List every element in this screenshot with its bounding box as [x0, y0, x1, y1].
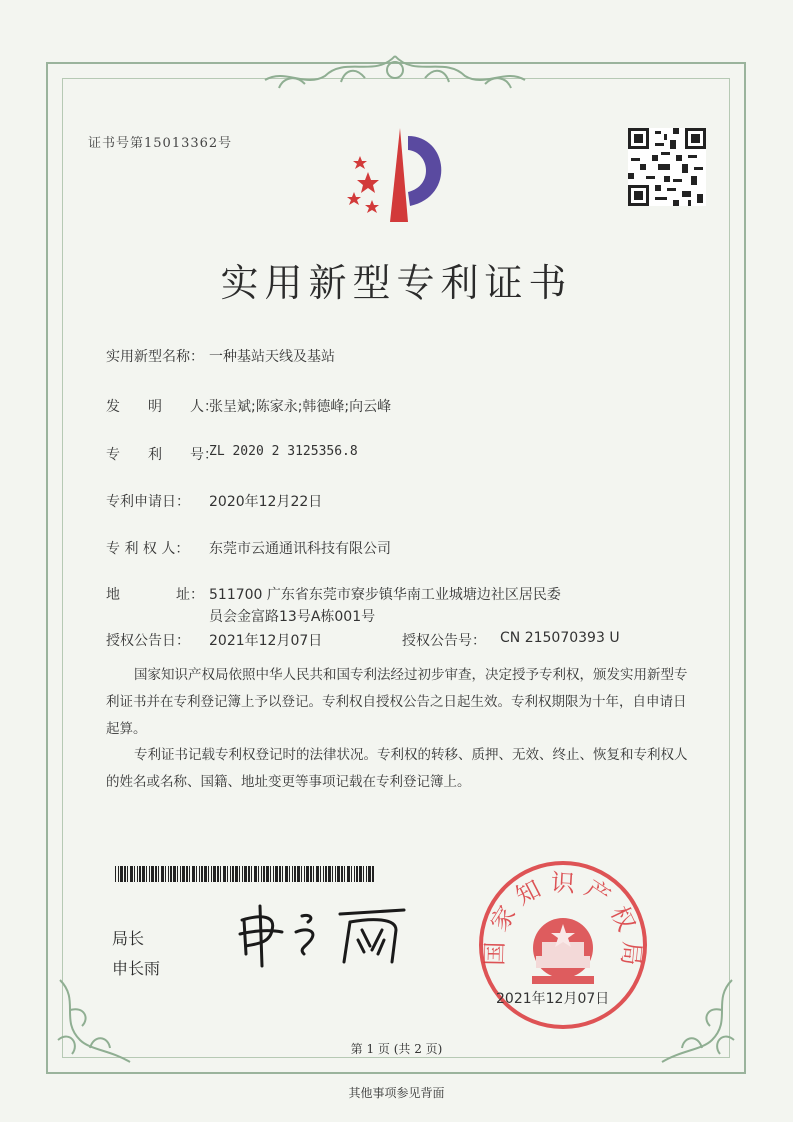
certificate-number: 证书号第15013362号: [88, 136, 233, 151]
decision-paragraph: 国家知识产权局依照中华人民共和国专利法经过初步审查，决定授予专利权，颁发实用新型专利证书并在专利登记簿上予以登记。专利权自授权公告之日起生效。专利权期限为十年，自申请日起算。: [106, 667, 688, 737]
inventor-label: 发 明 人：: [106, 399, 218, 415]
qr-code-icon: [628, 128, 706, 206]
patent-office-logo-icon: [338, 126, 458, 226]
grant-no-value: CN 215070393 U: [500, 630, 620, 646]
patent-no-label: 专 利 号：: [106, 447, 218, 463]
barcode-icon: [115, 866, 375, 882]
seal-text: 国家知识产权局: [480, 868, 647, 975]
page-number: 第 1 页 (共 2 页): [350, 1042, 443, 1056]
certificate-title: 实用新型专利证书: [220, 261, 573, 305]
address-label: 地 址：: [106, 587, 204, 603]
top-ornament-icon: [245, 48, 545, 92]
filing-date-label: 专利申请日：: [106, 494, 190, 510]
director-name: 申长雨: [112, 959, 161, 978]
director-signature-icon: [232, 900, 412, 970]
address-value-line1: 511700 广东省东莞市寮步镇华南工业城塘边社区居民委: [209, 587, 561, 603]
grant-date-value: 2021年12月07日: [209, 633, 323, 649]
patentee-value: 东莞市云通通讯科技有限公司: [209, 541, 391, 557]
seal-date: 2021年12月07日: [496, 991, 610, 1007]
name-value: 一种基站天线及基站: [209, 349, 335, 365]
inventor-value: 张呈斌;陈家永;韩德峰;向云峰: [209, 399, 392, 415]
address-value-line2: 员会金富路13号A栋001号: [209, 609, 376, 625]
legal-status-paragraph: 专利证书记载专利权登记时的法律状况。专利权的转移、质押、无效、终止、恢复和专利权人的姓名或名称、国籍、地址变更等事项记载在专利登记簿上。: [106, 747, 688, 790]
name-label: 实用新型名称：: [106, 349, 204, 365]
patentee-label: 专 利 权 人：: [106, 541, 190, 557]
grant-no-label: 授权公告号：: [402, 633, 486, 649]
patent-no-value: ZL 2020 2 3125356.8: [209, 444, 358, 459]
grant-date-label: 授权公告日：: [106, 633, 190, 649]
director-title: 局长: [112, 929, 145, 948]
footer-note: 其他事项参见背面: [348, 1086, 445, 1100]
filing-date-value: 2020年12月22日: [209, 494, 323, 510]
